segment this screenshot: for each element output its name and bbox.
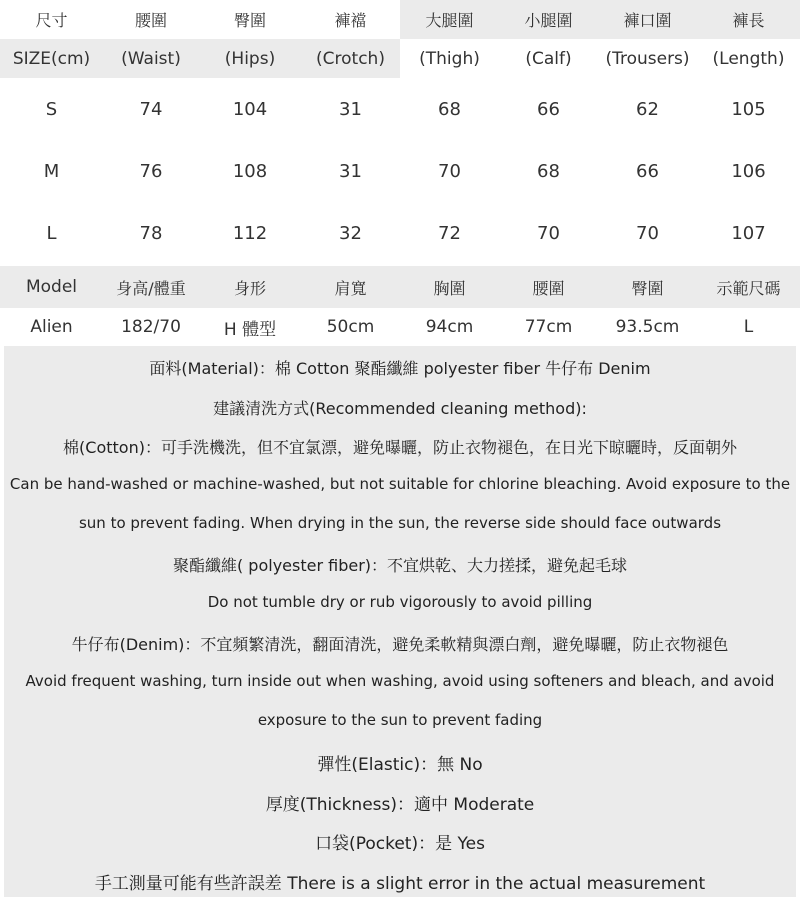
cell-m-crotch: 31 [339, 160, 362, 182]
cell-m-trousers: 66 [636, 160, 659, 182]
cell-l-crotch: 32 [339, 222, 362, 244]
cell-l-size: L [46, 222, 57, 244]
cell-l-calf: 70 [537, 222, 560, 244]
header-cn-length: 褲長 [697, 0, 800, 39]
cell-l-length: 107 [731, 222, 766, 244]
thickness-line: 厚度(Thickness)：適中 Moderate [265, 795, 535, 815]
cell-s-trousers: 62 [636, 98, 659, 120]
cell-s-calf: 66 [537, 98, 560, 120]
model-demo-size: L [743, 317, 754, 337]
model-header-demo-size: 示範尺碼 [716, 278, 781, 298]
denim-care-en-line2: exposure to the sun to prevent fading [257, 711, 543, 729]
cell-l-trousers: 70 [636, 222, 659, 244]
header-en-trousers: (Trousers) [598, 39, 697, 78]
cotton-care-en-line1: Can be hand-washed or machine-washed, but not suitable for chlorine bleaching. Avoid exposure to the [9, 475, 791, 493]
cotton-care-cn: 棉(Cotton)：可手洗機洗，但不宜氯漂，避免曝曬，防止衣物褪色，在日光下晾曬時，反面朝外 [63, 438, 737, 457]
size-table-body [0, 78, 800, 266]
product-notes-panel [4, 346, 796, 897]
header-cn-size: 尺寸 [0, 0, 103, 39]
header-cn-calf: 小腿圍 [499, 0, 598, 39]
cleaning-title: 建議清洗方式(Recommended cleaning method): [213, 399, 587, 418]
size-table-header [0, 0, 800, 78]
cell-l-waist: 78 [139, 222, 163, 244]
model-table-header [0, 266, 800, 308]
material-line: 面料(Material)：棉 Cotton 聚酯纖維 polyester fiber 牛仔布 Denim [149, 359, 651, 378]
cell-s-size: S [45, 98, 58, 120]
model-waist: 77cm [524, 317, 573, 337]
model-hips: 93.5cm [615, 317, 680, 337]
model-header-model: Model [25, 277, 78, 297]
cell-l-thigh: 72 [438, 222, 461, 244]
cell-m-waist: 76 [139, 160, 163, 182]
measurement-note: 手工測量可能有些許誤差 There is a slight error in the actual measurement [94, 874, 706, 894]
model-header-shoulder: 肩寬 [334, 278, 367, 298]
header-en-hips: (Hips) [199, 39, 301, 78]
cotton-care-en-line2: sun to prevent fading. When drying in the sun, the reverse side should face outwards [78, 514, 722, 532]
model-table-row [0, 308, 800, 346]
cell-s-thigh: 68 [438, 98, 461, 120]
header-en-waist: (Waist) [103, 39, 199, 78]
model-header-waist: 腰圍 [532, 278, 565, 298]
model-header-height-weight: 身高/體重 [116, 278, 186, 298]
header-cn-trousers: 褲口圍 [598, 0, 697, 39]
cell-s-hips: 104 [232, 98, 268, 120]
model-header-hips: 臀圍 [631, 278, 664, 298]
header-en-crotch: (Crotch) [301, 39, 400, 78]
pocket-line: 口袋(Pocket)：是 Yes [315, 834, 485, 854]
header-en-thigh: (Thigh) [400, 39, 499, 78]
model-shoulder: 50cm [326, 317, 375, 337]
model-chest: 94cm [425, 317, 474, 337]
model-name: Alien [30, 317, 73, 337]
cell-m-thigh: 70 [438, 160, 461, 182]
header-cn-hips: 臀圍 [199, 0, 301, 39]
cell-s-crotch: 31 [339, 98, 362, 120]
header-en-calf: (Calf) [499, 39, 598, 78]
header-cn-crotch: 褲襠 [301, 0, 400, 39]
cell-m-length: 106 [731, 160, 766, 182]
polyester-care-en: Do not tumble dry or rub vigorously to avoid pilling [207, 593, 593, 611]
model-header-body-type: 身形 [233, 278, 266, 298]
cell-m-hips: 108 [232, 160, 268, 182]
denim-care-en-line1: Avoid frequent washing, turn inside out when washing, avoid using softeners and bleach, and avoid [25, 672, 775, 690]
cell-s-length: 105 [731, 98, 766, 120]
model-header-chest: 胸圍 [433, 278, 466, 298]
polyester-care-cn: 聚酯纖維( polyester fiber)：不宜烘乾、大力搓揉，避免起毛球 [172, 556, 628, 575]
model-body-type: H 體型 [223, 319, 277, 340]
cell-s-waist: 74 [139, 98, 163, 120]
header-cn-thigh: 大腿圍 [400, 0, 499, 39]
elastic-line: 彈性(Elastic)：無 No [317, 755, 483, 775]
model-height-weight: 182/70 [121, 317, 181, 337]
cell-m-calf: 68 [537, 160, 560, 182]
header-en-size: SIZE(cm) [0, 39, 103, 78]
cell-m-size: M [43, 160, 60, 182]
denim-care-cn: 牛仔布(Denim)：不宜頻繁清洗，翻面清洗，避免柔軟精與漂白劑，避免曝曬，防止衣物褪色 [71, 635, 729, 654]
header-en-length: (Length) [697, 39, 800, 78]
cell-l-hips: 112 [232, 222, 268, 244]
header-cn-waist: 腰圍 [103, 0, 199, 39]
